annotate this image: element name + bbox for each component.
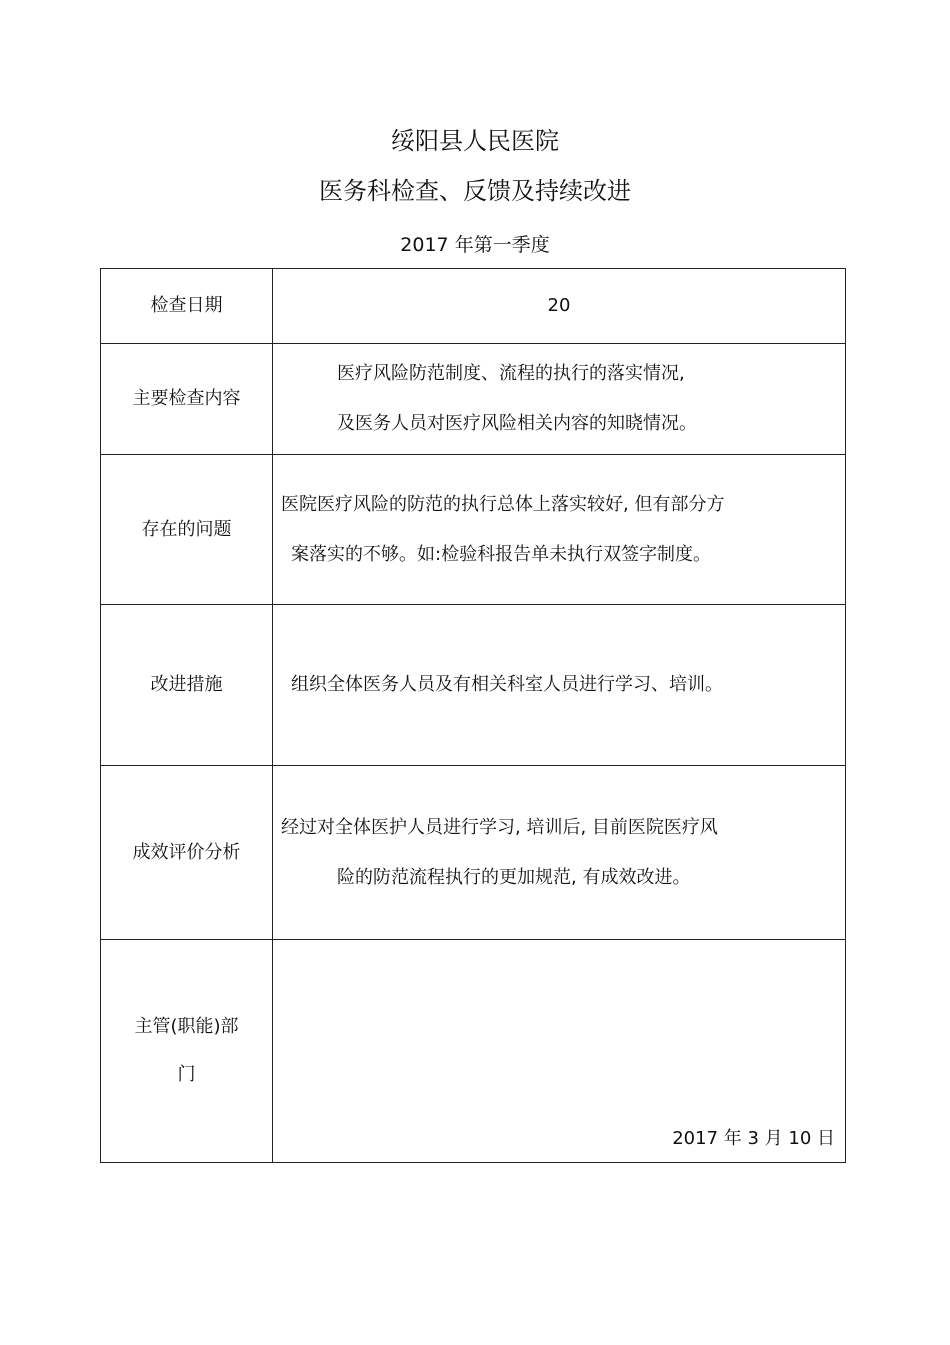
table-row-inspection-date	[101, 269, 846, 344]
main-content-line-1: 医疗风险防范制度、流程的执行的落实情况,	[337, 363, 685, 384]
problems-cell	[273, 455, 846, 605]
problems-line-2: 案落实的不够。如:检验科报告单未执行双签字制度。	[291, 543, 712, 565]
table-row-problems	[101, 455, 846, 605]
department-label-line-1: 主管(职能)部	[134, 1016, 239, 1037]
measures-line-1: 组织全体医务人员及有相关科室人员进行学习、培训。	[291, 674, 723, 695]
report-title: 医务科检查、反馈及持续改进	[319, 177, 631, 205]
main-content-label: 主要检查内容	[101, 344, 273, 455]
evaluation-line-2: 险的防范流程执行的更加规范, 有成效改进。	[337, 866, 691, 888]
table-row-measures	[101, 605, 846, 766]
department-label	[101, 940, 273, 1163]
measures-cell	[273, 605, 846, 766]
department-sign-date: 2017 年 3 月 10 日	[672, 1128, 835, 1149]
problems-label: 存在的问题	[101, 455, 273, 605]
department-cell	[273, 940, 846, 1163]
report-period: 2017 年第一季度	[400, 234, 550, 256]
main-content-line-2: 及医务人员对医疗风险相关内容的知晓情况。	[337, 413, 697, 434]
main-content-cell	[273, 344, 846, 455]
problems-line-1: 医院医疗风险的防范的执行总体上落实较好, 但有部分方	[281, 493, 725, 515]
inspection-date-value: 20	[273, 269, 846, 344]
table-row-department	[101, 940, 846, 1163]
department-label-line-2: 门	[177, 1064, 196, 1085]
evaluation-line-1: 经过对全体医护人员进行学习, 培训后, 目前医院医疗风	[281, 816, 718, 838]
evaluation-cell	[273, 766, 846, 940]
table-row-main-content	[101, 344, 846, 455]
inspection-date-label: 检查日期	[101, 269, 273, 344]
hospital-name-title: 绥阳县人民医院	[391, 127, 559, 155]
evaluation-label: 成效评价分析	[101, 766, 273, 940]
table-row-evaluation	[101, 766, 846, 940]
inspection-report-table	[100, 268, 846, 1163]
measures-label: 改进措施	[101, 605, 273, 766]
